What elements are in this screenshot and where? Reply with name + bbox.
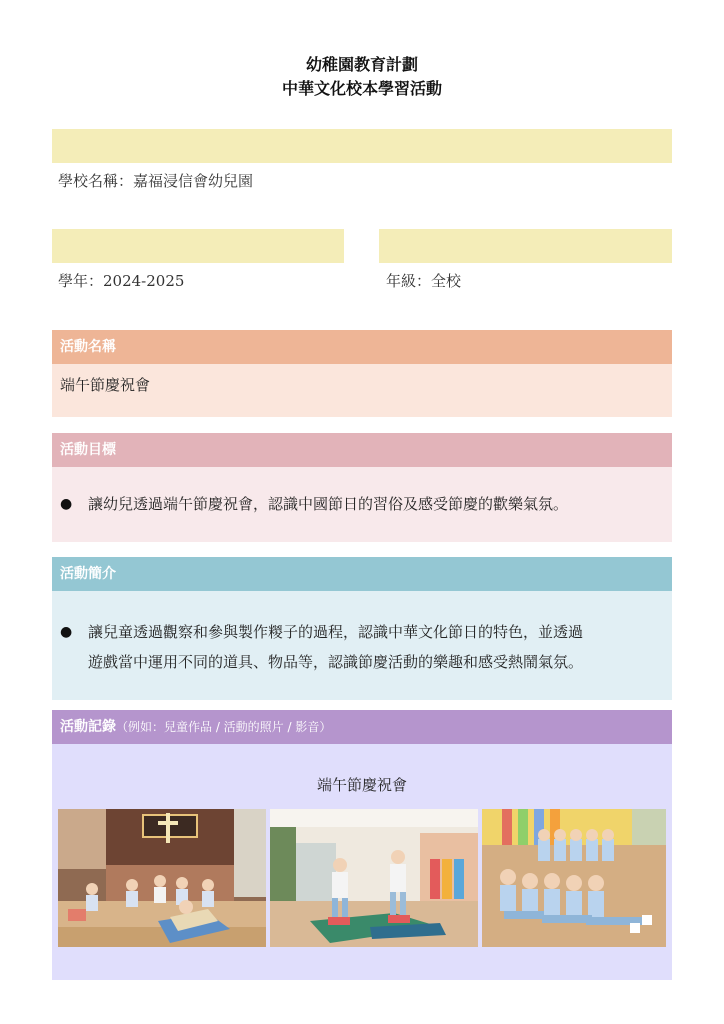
records-heading-title: 活動記錄 — [60, 719, 116, 735]
school-name: 學校名稱：嘉福浸信會幼兒園 — [58, 172, 254, 190]
records-heading-note: （例如：兒童作品 / 活動的照片 / 影音） — [116, 720, 332, 734]
activity-photo-children — [482, 809, 666, 947]
intro-body — [52, 591, 672, 700]
objective-item — [60, 489, 664, 519]
bullet-icon: ● — [60, 624, 73, 640]
intro-item — [60, 617, 664, 677]
year-bar — [52, 229, 344, 263]
activity-name-body — [52, 364, 672, 417]
activity-photo-hall — [58, 809, 266, 947]
bullet-icon: ● — [60, 496, 73, 512]
intro-line-2: 遊戲當中運用不同的道具、物品等，認識節慶活動的樂趣和感受熱鬧氣氛。 — [88, 653, 584, 671]
document-title: 幼稚園教育計劃 — [305, 55, 418, 74]
objectives-body — [52, 467, 672, 542]
grade-bar — [379, 229, 672, 263]
grade-level: 年級：全校 — [386, 272, 462, 290]
activity-photo-classroom — [270, 809, 478, 947]
intro-line-1: 讓兒童透過觀察和參與製作糉子的過程，認識中華文化節日的特色，並透過 — [88, 623, 584, 641]
objectives-heading: 活動目標 — [52, 433, 672, 467]
photo-caption: 端午節慶祝會 — [316, 776, 407, 794]
records-heading — [52, 710, 672, 744]
objective-text: 讓幼兒透過端午節慶祝會，認識中國節日的習俗及感受節慶的歡樂氣氛。 — [88, 495, 569, 513]
school-year: 學年：2024-2025 — [58, 272, 185, 290]
intro-heading: 活動簡介 — [52, 557, 672, 591]
activity-name-heading: 活動名稱 — [52, 330, 672, 364]
school-name-bar — [52, 129, 672, 163]
document-subtitle: 中華文化校本學習活動 — [281, 79, 442, 98]
activity-name-text: 端午節慶祝會 — [60, 376, 151, 394]
